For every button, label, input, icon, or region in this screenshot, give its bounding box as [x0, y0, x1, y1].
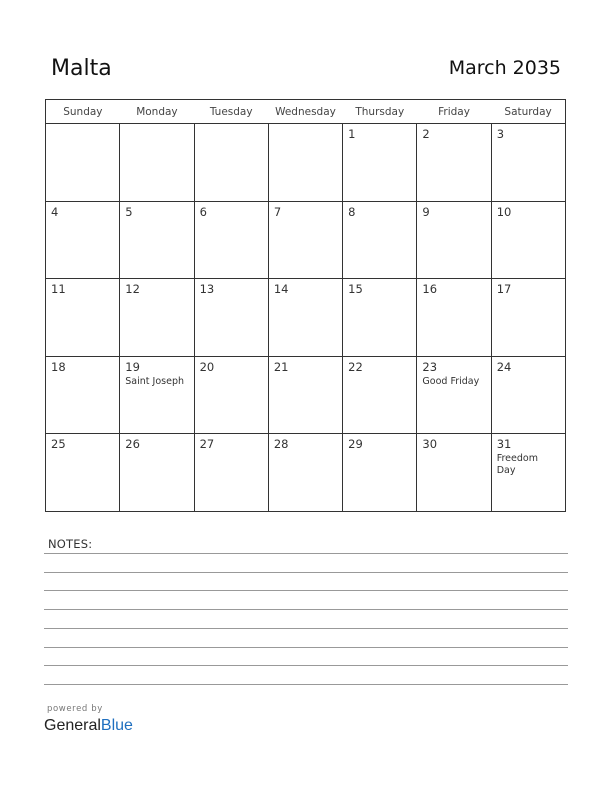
note-line	[44, 665, 568, 666]
day-number: 6	[199, 204, 207, 219]
day-number: 9	[422, 204, 430, 219]
day-number: 23	[422, 359, 438, 374]
weekday-thursday: Thursday	[343, 100, 417, 124]
day-number: 12	[125, 282, 140, 297]
weekday-tuesday: Tuesday	[194, 100, 268, 124]
weekday-wednesday: Wednesday	[268, 100, 342, 124]
day-number: 13	[199, 282, 215, 297]
weekday-monday: Monday	[120, 100, 194, 124]
powered-by-text: powered by	[47, 704, 103, 714]
holiday-label: Freedom Day	[496, 453, 538, 477]
day-cell	[46, 279, 120, 357]
day-number: 22	[348, 359, 363, 374]
day-number: 20	[199, 359, 215, 374]
day-cell	[194, 434, 268, 512]
day-cell	[120, 434, 194, 512]
brand-logo	[44, 717, 133, 735]
day-cell	[417, 124, 491, 202]
day-number: 26	[125, 437, 140, 452]
note-line	[44, 553, 568, 554]
week-row-3	[46, 279, 566, 357]
day-cell	[268, 201, 342, 279]
month-year-title: March 2035	[448, 57, 561, 79]
day-number: 2	[422, 127, 430, 141]
day-number: 1	[348, 127, 356, 141]
weekday-saturday: Saturday	[491, 100, 565, 124]
day-cell	[120, 279, 194, 357]
day-number: 17	[496, 282, 512, 297]
day-cell	[46, 124, 120, 202]
note-line	[44, 628, 568, 629]
day-cell	[120, 201, 194, 279]
week-row-2	[46, 201, 566, 279]
note-line	[44, 590, 568, 591]
day-cell	[343, 279, 417, 357]
week-row-1	[46, 124, 566, 202]
day-number: 29	[348, 437, 363, 452]
day-cell	[343, 124, 417, 202]
weekday-sunday: Sunday	[46, 100, 120, 124]
day-cell	[417, 356, 491, 434]
day-cell	[194, 279, 268, 357]
day-number: 28	[273, 437, 289, 452]
day-cell	[194, 124, 268, 202]
day-cell	[343, 201, 417, 279]
day-number: 16	[422, 282, 438, 297]
day-cell	[46, 201, 120, 279]
day-cell	[268, 356, 342, 434]
day-cell	[46, 434, 120, 512]
weekday-header-row	[46, 100, 566, 124]
day-number: 7	[273, 204, 282, 219]
calendar-grid	[45, 99, 566, 512]
day-number: 31	[496, 437, 512, 452]
country-title: Malta	[51, 56, 112, 81]
day-cell	[194, 201, 268, 279]
day-cell	[417, 434, 491, 512]
day-number: 3	[496, 127, 505, 141]
day-number: 19	[125, 359, 140, 374]
day-cell	[491, 201, 565, 279]
note-line	[44, 684, 568, 685]
day-cell	[120, 356, 194, 434]
day-cell	[268, 279, 342, 357]
day-number: 10	[496, 204, 512, 219]
day-number: 18	[51, 359, 66, 374]
day-number: 8	[348, 204, 356, 219]
notes-label: NOTES:	[48, 537, 93, 551]
day-cell	[46, 356, 120, 434]
day-cell	[491, 434, 565, 512]
note-line	[44, 609, 568, 610]
day-cell	[268, 124, 342, 202]
day-cell	[120, 124, 194, 202]
day-cell	[491, 356, 565, 434]
holiday-label: Saint Joseph	[125, 375, 184, 387]
day-cell	[417, 201, 491, 279]
day-cell	[491, 124, 565, 202]
day-number: 25	[51, 437, 66, 452]
day-cell	[194, 356, 268, 434]
day-number: 30	[422, 437, 438, 452]
note-line	[44, 572, 568, 573]
day-number: 24	[496, 359, 512, 374]
day-cell	[268, 434, 342, 512]
day-number: 15	[348, 282, 363, 297]
brand-name-general: General	[44, 717, 101, 734]
day-cell	[343, 434, 417, 512]
day-number: 4	[51, 204, 59, 219]
weekday-friday: Friday	[417, 100, 491, 124]
day-number: 5	[125, 204, 133, 219]
brand-name-blue: Blue	[100, 717, 133, 734]
day-number: 21	[273, 359, 289, 374]
day-number: 14	[273, 282, 289, 297]
day-number: 11	[51, 282, 66, 297]
note-line	[44, 647, 568, 648]
day-number: 27	[199, 437, 215, 452]
holiday-label: Good Friday	[422, 375, 480, 387]
day-cell	[491, 279, 565, 357]
day-cell	[417, 279, 491, 357]
week-row-4	[46, 356, 566, 434]
day-cell	[343, 356, 417, 434]
week-row-5	[46, 434, 566, 512]
